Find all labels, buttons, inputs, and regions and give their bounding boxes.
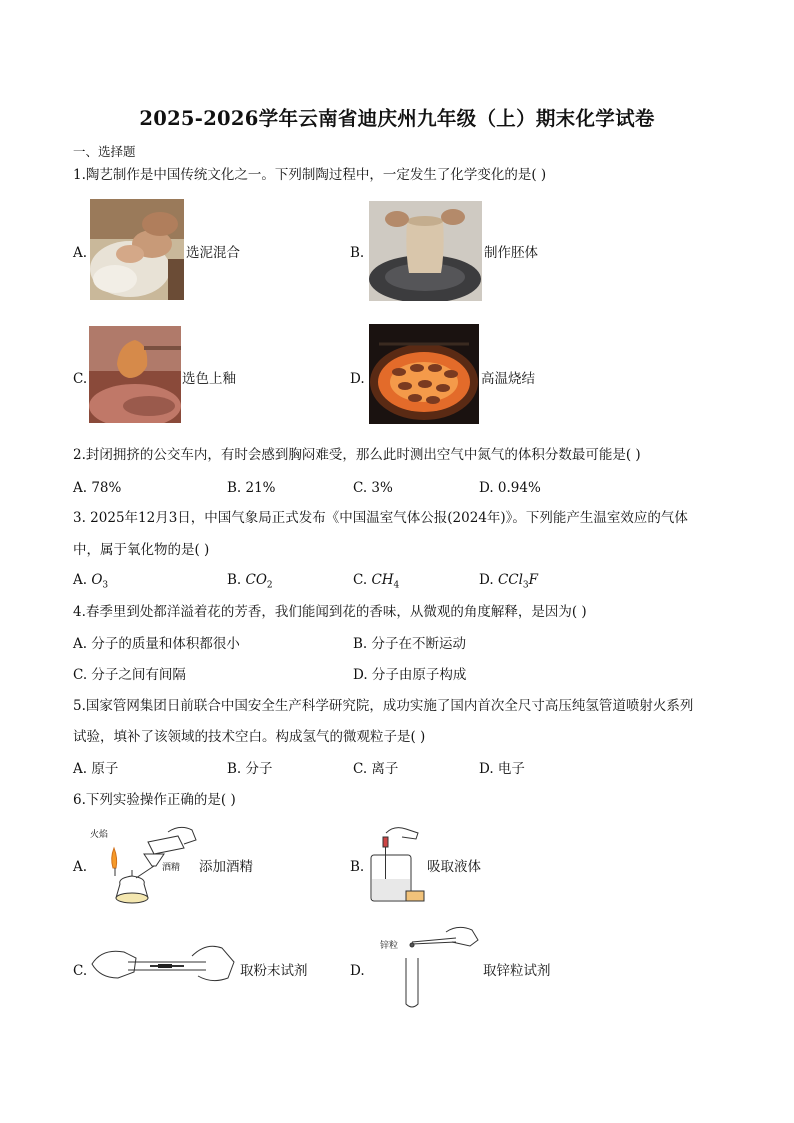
q2-stem: 2.封闭拥挤的公交车内，有时会感到胸闷难受，那么此时测出空气中氮气的体积分数最可能是( )	[73, 447, 641, 463]
q3-option-a	[73, 571, 108, 595]
zinc-label: 锌粒	[380, 941, 399, 951]
q3-option-d-sub: 3	[522, 580, 529, 591]
q1-option-d-label: 高温烧结	[481, 371, 535, 387]
q3-option-b-sub: 2	[266, 580, 273, 591]
q3-option-c	[353, 571, 399, 595]
q5-stem-line1: 5.国家管网集团日前联合中国安全生产科学研究院，成功实施了国内首次全尺寸高压纯氢管道喷射火系列	[73, 698, 694, 714]
glazing-photo	[89, 326, 181, 423]
q1-option-a-label: 选泥混合	[186, 245, 240, 261]
q3-option-d-formula: CCl	[497, 572, 523, 588]
q6-option-d-label: 取锌粒试剂	[483, 963, 551, 979]
flame-label: 火焰	[90, 830, 109, 840]
alcohol-label: 酒精	[162, 863, 181, 873]
q3-option-b-letter: B.	[227, 572, 242, 588]
q3-option-a-sub: 3	[102, 580, 109, 591]
q3-option-b	[227, 571, 273, 595]
clay-mixing-photo	[90, 199, 184, 300]
q1-option-d-letter: D.	[350, 371, 365, 387]
q3-option-b-formula: CO	[245, 572, 267, 588]
q3-option-c-letter: C.	[353, 572, 368, 588]
q4-option-a: A. 分子的质量和体积都很小	[73, 636, 240, 652]
zinc-granule-figure	[386, 924, 482, 1012]
q2-option-a: A. 78%	[73, 480, 122, 496]
q3-option-d-letter: D.	[479, 572, 494, 588]
q5-option-d: D. 电子	[479, 761, 525, 777]
q6-option-b-label: 吸取液体	[427, 859, 481, 875]
dropper-figure	[366, 823, 426, 907]
q3-option-d-tail: F	[528, 572, 539, 588]
section-heading: 一、选择题	[73, 144, 136, 159]
q6-option-c-letter: C.	[73, 963, 88, 979]
q6-option-b-letter: B.	[350, 859, 365, 875]
powder-reagent-figure	[88, 938, 238, 990]
q4-option-d: D. 分子由原子构成	[353, 667, 467, 683]
q1-option-c-label: 选色上釉	[182, 371, 236, 387]
q3-option-d	[479, 571, 538, 595]
q1-option-b-label: 制作胚体	[484, 245, 538, 261]
q1-option-c-letter: C.	[73, 371, 88, 387]
q2-option-d: D. 0.94%	[479, 480, 541, 496]
q5-option-c: C. 离子	[353, 761, 399, 777]
q3-option-c-formula: CH	[371, 572, 394, 588]
q4-option-b: B. 分子在不断运动	[353, 636, 467, 652]
q5-option-b: B. 分子	[227, 761, 273, 777]
q5-option-a: A. 原子	[73, 761, 119, 777]
q4-stem: 4.春季里到处都洋溢着花的芳香，我们能闻到花的香味，从微观的角度解释，是因为( )	[73, 604, 587, 620]
q3-option-a-letter: A.	[73, 572, 88, 588]
q1-option-a-letter: A.	[73, 245, 88, 261]
q2-option-b: B. 21%	[227, 480, 276, 496]
pottery-wheel-photo	[369, 201, 482, 301]
q3-stem-line2: 中，属于氧化物的是( )	[73, 542, 210, 558]
q6-stem: 6.下列实验操作正确的是( )	[73, 792, 236, 808]
q6-option-c-label: 取粉末试剂	[240, 963, 308, 979]
kiln-firing-photo	[369, 324, 479, 424]
q1-option-b-letter: B.	[350, 245, 365, 261]
q3-option-a-formula: O	[91, 572, 103, 588]
q6-option-a-label: 添加酒精	[199, 859, 253, 875]
q3-stem-line1: 3. 2025年12月3日，中国气象局正式发布《中国温室气体公报(2024年)》。下列能产生温室效应的气体	[73, 510, 688, 526]
q6-option-d-letter: D.	[350, 963, 365, 979]
exam-title: 2025-2026学年云南省迪庆州九年级（上）期末化学试卷	[139, 107, 655, 130]
q3-option-c-sub: 4	[393, 580, 400, 591]
q4-option-c: C. 分子之间有间隔	[73, 667, 186, 683]
q2-option-c: C. 3%	[353, 480, 393, 496]
q6-option-a-letter: A.	[73, 859, 88, 875]
q5-stem-line2: 试验，填补了该领域的技术空白。构成氢气的微观粒子是( )	[73, 729, 426, 745]
q1-stem: 1.陶艺制作是中国传统文化之一。下列制陶过程中，一定发生了化学变化的是( )	[73, 167, 547, 183]
